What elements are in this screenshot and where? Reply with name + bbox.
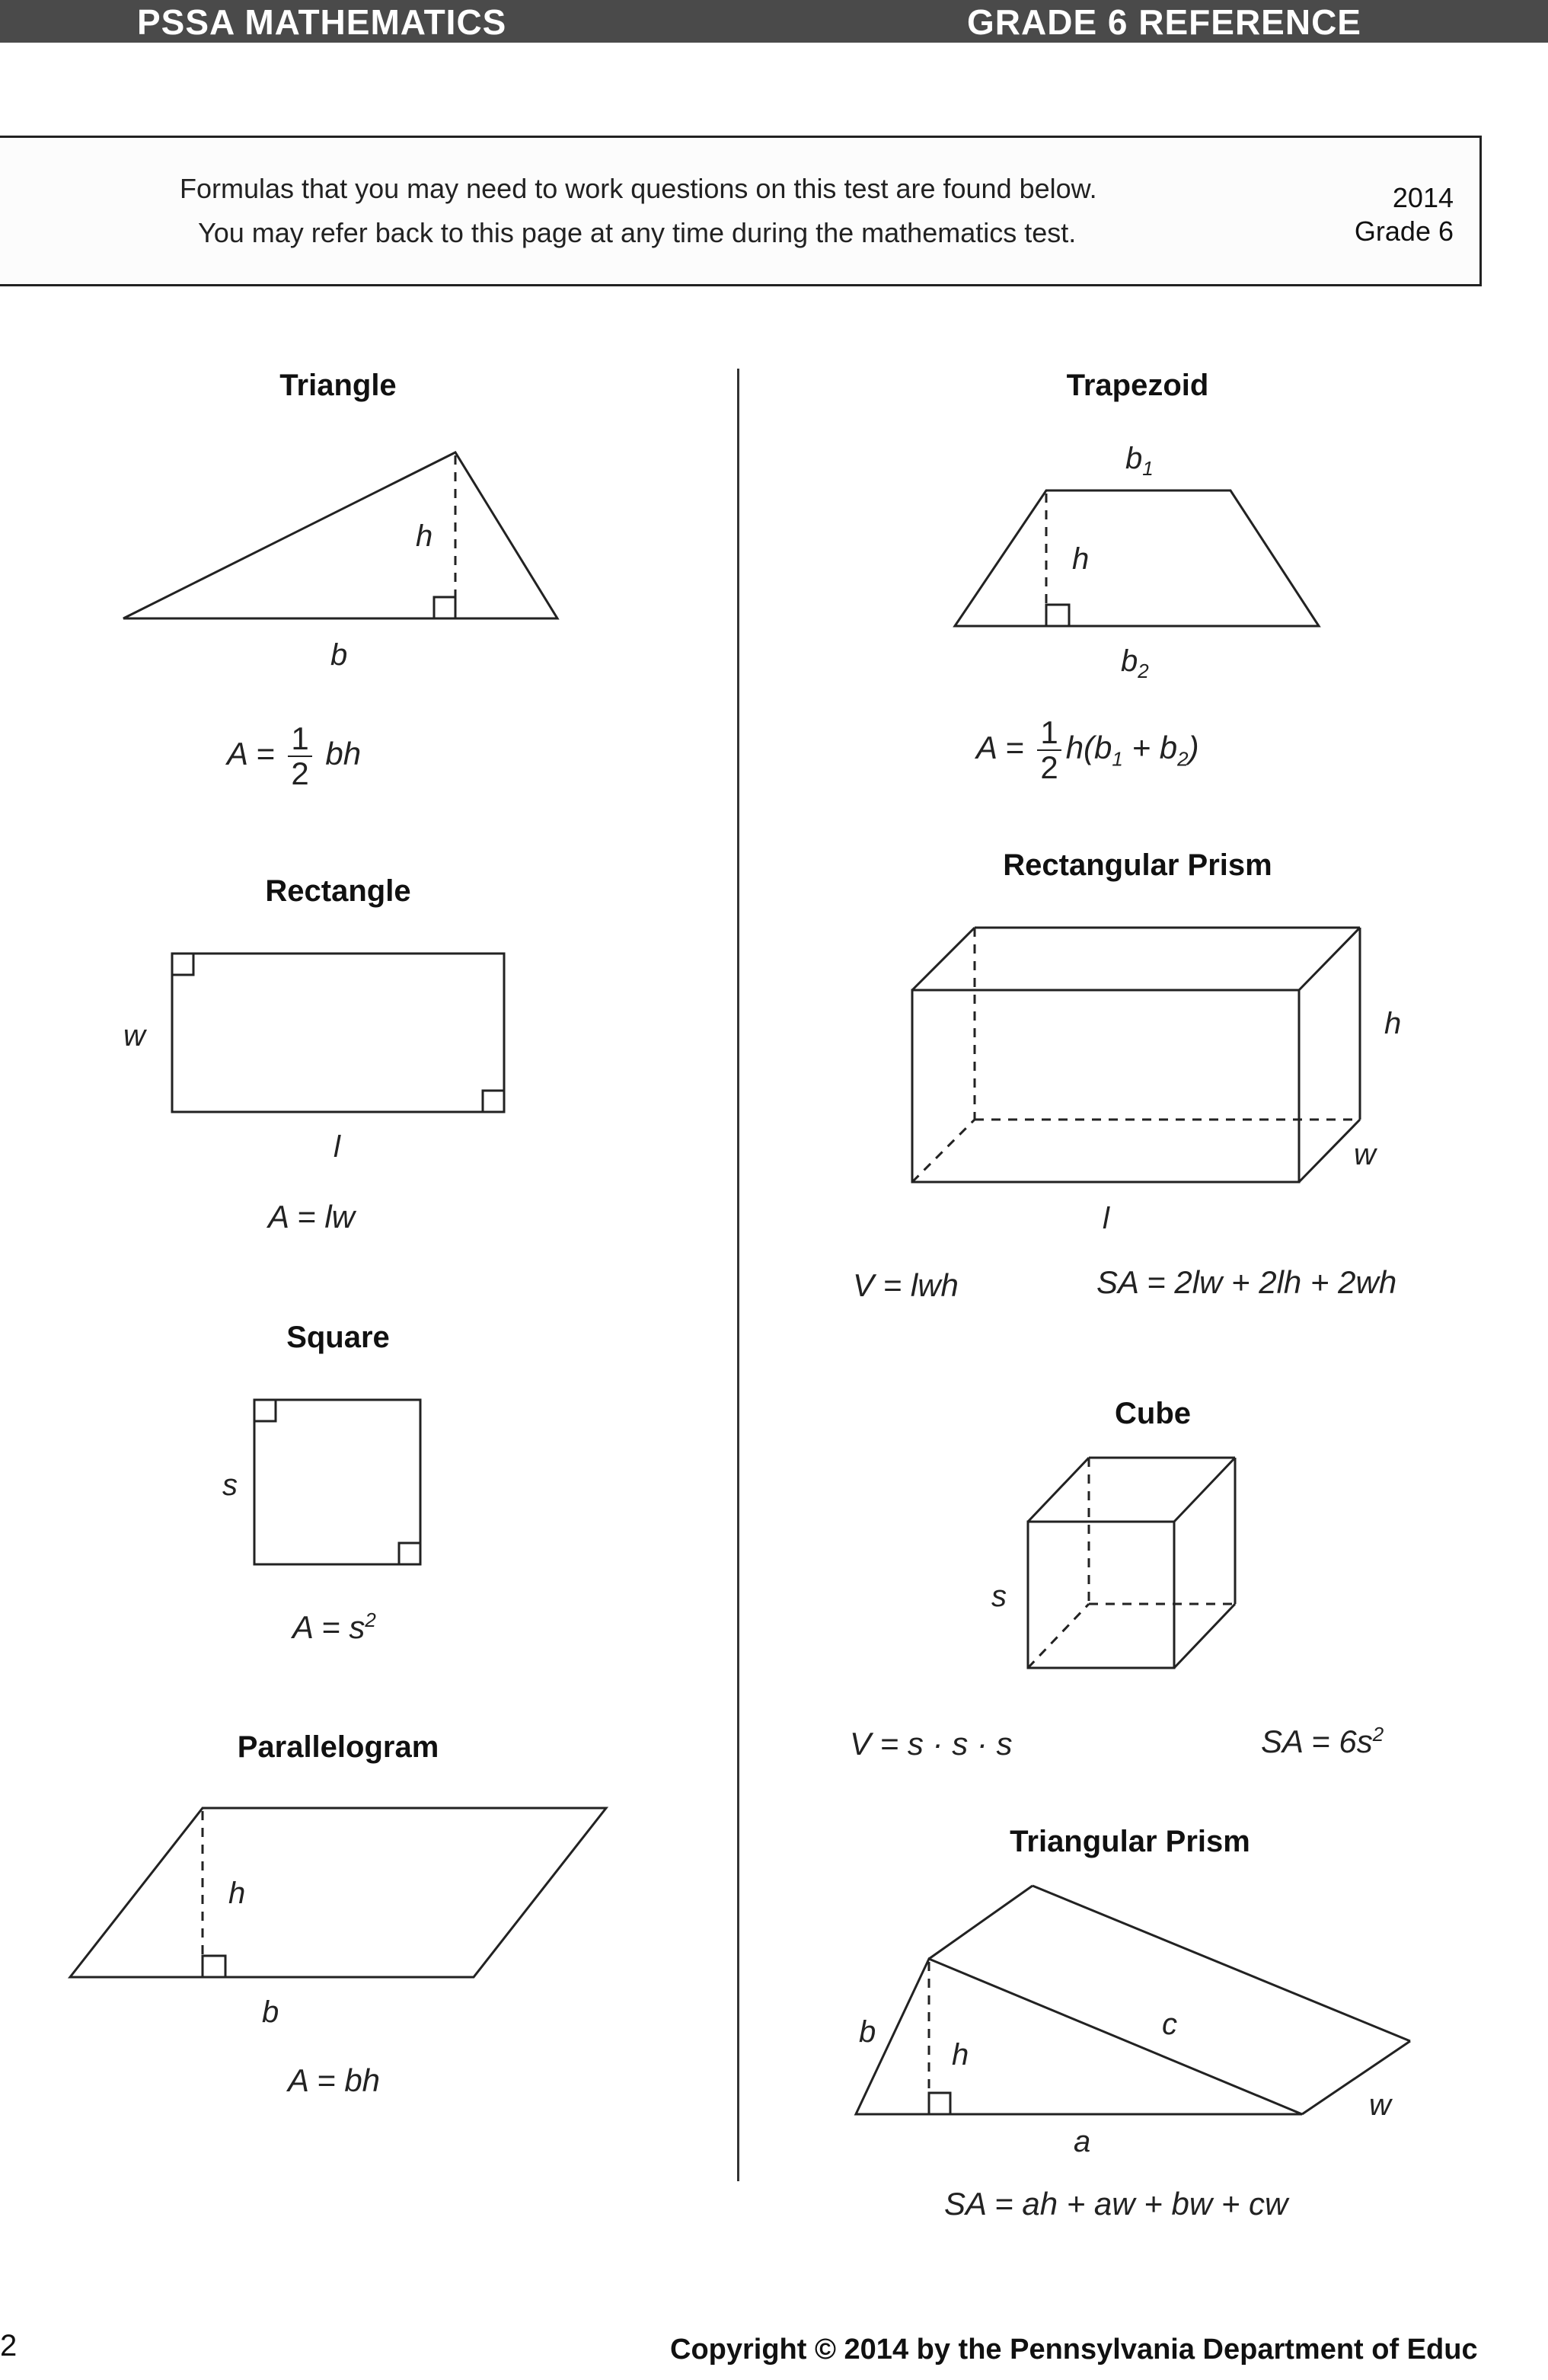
rect-prism-title: Rectangular Prism	[1003, 848, 1272, 882]
cube-surface-base: SA = 6s	[1261, 1724, 1373, 1759]
triangular-prism-drawing	[856, 1886, 1410, 2114]
trapezoid-frac-den: 2	[1040, 749, 1058, 785]
trapezoid-b2-sub: 2	[1138, 660, 1149, 682]
notice-line-2: You may refer back to this page at any time during the mathematics test.	[198, 217, 1077, 248]
rect-prism-volume-formula: V = lwh	[853, 1267, 959, 1303]
tri-prism-b-label: b	[859, 2015, 876, 2049]
triangle-base-label: b	[330, 638, 348, 672]
parallelogram-title: Parallelogram	[237, 1730, 439, 1764]
triangle-formula-lhs: A =	[227, 736, 275, 772]
square-formula-exp: 2	[365, 1608, 376, 1631]
square-drawing	[254, 1400, 420, 1564]
parallelogram-base-label: b	[262, 1995, 279, 2029]
rectangle-formula: A = lw	[268, 1199, 355, 1235]
tri-prism-h-label: h	[952, 2038, 969, 2072]
triangle-formula	[227, 722, 361, 791]
trapezoid-formula-rhs-b: + b	[1122, 730, 1178, 766]
square-title: Square	[286, 1321, 390, 1354]
trapezoid-b2-label	[1121, 644, 1149, 683]
notice-line-1: Formulas that you may need to work questions on this test are found below.	[180, 173, 1097, 204]
rect-prism-surface-formula: SA = 2lw + 2lh + 2wh	[1096, 1264, 1397, 1300]
trapezoid-frac-num: 1	[1037, 716, 1061, 751]
rectangular-prism-drawing	[912, 928, 1360, 1182]
square-side-label: s	[222, 1468, 238, 1502]
tri-prism-title: Triangular Prism	[1010, 1825, 1250, 1858]
rectangle-title: Rectangle	[265, 874, 411, 908]
triangle-formula-rhs: bh	[325, 736, 362, 772]
cube-drawing	[1028, 1458, 1235, 1668]
square-formula	[292, 1608, 376, 1646]
trapezoid-formula-sub1: 1	[1112, 747, 1123, 771]
parallelogram-height-label: h	[228, 1877, 246, 1910]
rect-prism-length-label: l	[1103, 1202, 1109, 1235]
triangle-frac-den: 2	[291, 756, 309, 791]
notice-grade: Grade 6	[1354, 216, 1454, 247]
trapezoid-b2-base: b	[1121, 644, 1138, 678]
triangle-drawing	[123, 452, 557, 618]
trapezoid-fraction	[1037, 716, 1061, 784]
rectangle-drawing	[172, 954, 504, 1112]
tri-prism-a-label: a	[1074, 2125, 1091, 2158]
rectangle-length-label: l	[334, 1130, 340, 1164]
header-left-title: PSSA MATHEMATICS	[137, 2, 507, 42]
cube-surface-formula	[1261, 1723, 1384, 1760]
header-right-title: GRADE 6 REFERENCE	[967, 2, 1361, 42]
cube-surface-exp: 2	[1372, 1723, 1384, 1746]
cube-volume-formula: V = s · s · s	[850, 1726, 1013, 1762]
trapezoid-formula-rhs-c: )	[1188, 730, 1199, 766]
trapezoid-drawing	[955, 490, 1319, 626]
triangle-fraction	[288, 722, 311, 791]
trapezoid-formula-lhs: A =	[976, 730, 1024, 766]
trapezoid-b1-sub: 1	[1142, 457, 1154, 480]
triangle-title: Triangle	[279, 369, 397, 402]
trapezoid-title: Trapezoid	[1066, 369, 1209, 402]
page-number: 2	[0, 2329, 18, 2362]
rectangle-width-label: w	[123, 1019, 145, 1053]
trapezoid-formula-rhs-a: h(b	[1065, 730, 1112, 766]
notice-year: 2014	[1392, 182, 1454, 213]
square-formula-base: A = s	[292, 1609, 365, 1645]
rect-prism-height-label: h	[1384, 1007, 1402, 1040]
triangle-height-label: h	[416, 519, 433, 553]
copyright-text: Copyright © 2014 by the Pennsylvania Department of Educ	[670, 2334, 1478, 2366]
rect-prism-width-label: w	[1354, 1138, 1376, 1171]
trapezoid-b1-base: b	[1125, 442, 1143, 475]
tri-prism-w-label: w	[1369, 2088, 1391, 2122]
trapezoid-b1-label	[1125, 442, 1154, 481]
trapezoid-height-label: h	[1072, 542, 1090, 576]
cube-side-label: s	[991, 1580, 1007, 1613]
trapezoid-formula-sub2: 2	[1177, 747, 1189, 771]
triangle-frac-num: 1	[288, 722, 311, 757]
parallelogram-formula: A = bh	[288, 2062, 381, 2098]
parallelogram-drawing	[70, 1808, 606, 1977]
cube-title: Cube	[1115, 1397, 1191, 1430]
tri-prism-c-label: c	[1162, 2008, 1177, 2041]
tri-prism-surface-formula: SA = ah + aw + bw + cw	[944, 2186, 1288, 2222]
trapezoid-formula	[976, 716, 1199, 784]
